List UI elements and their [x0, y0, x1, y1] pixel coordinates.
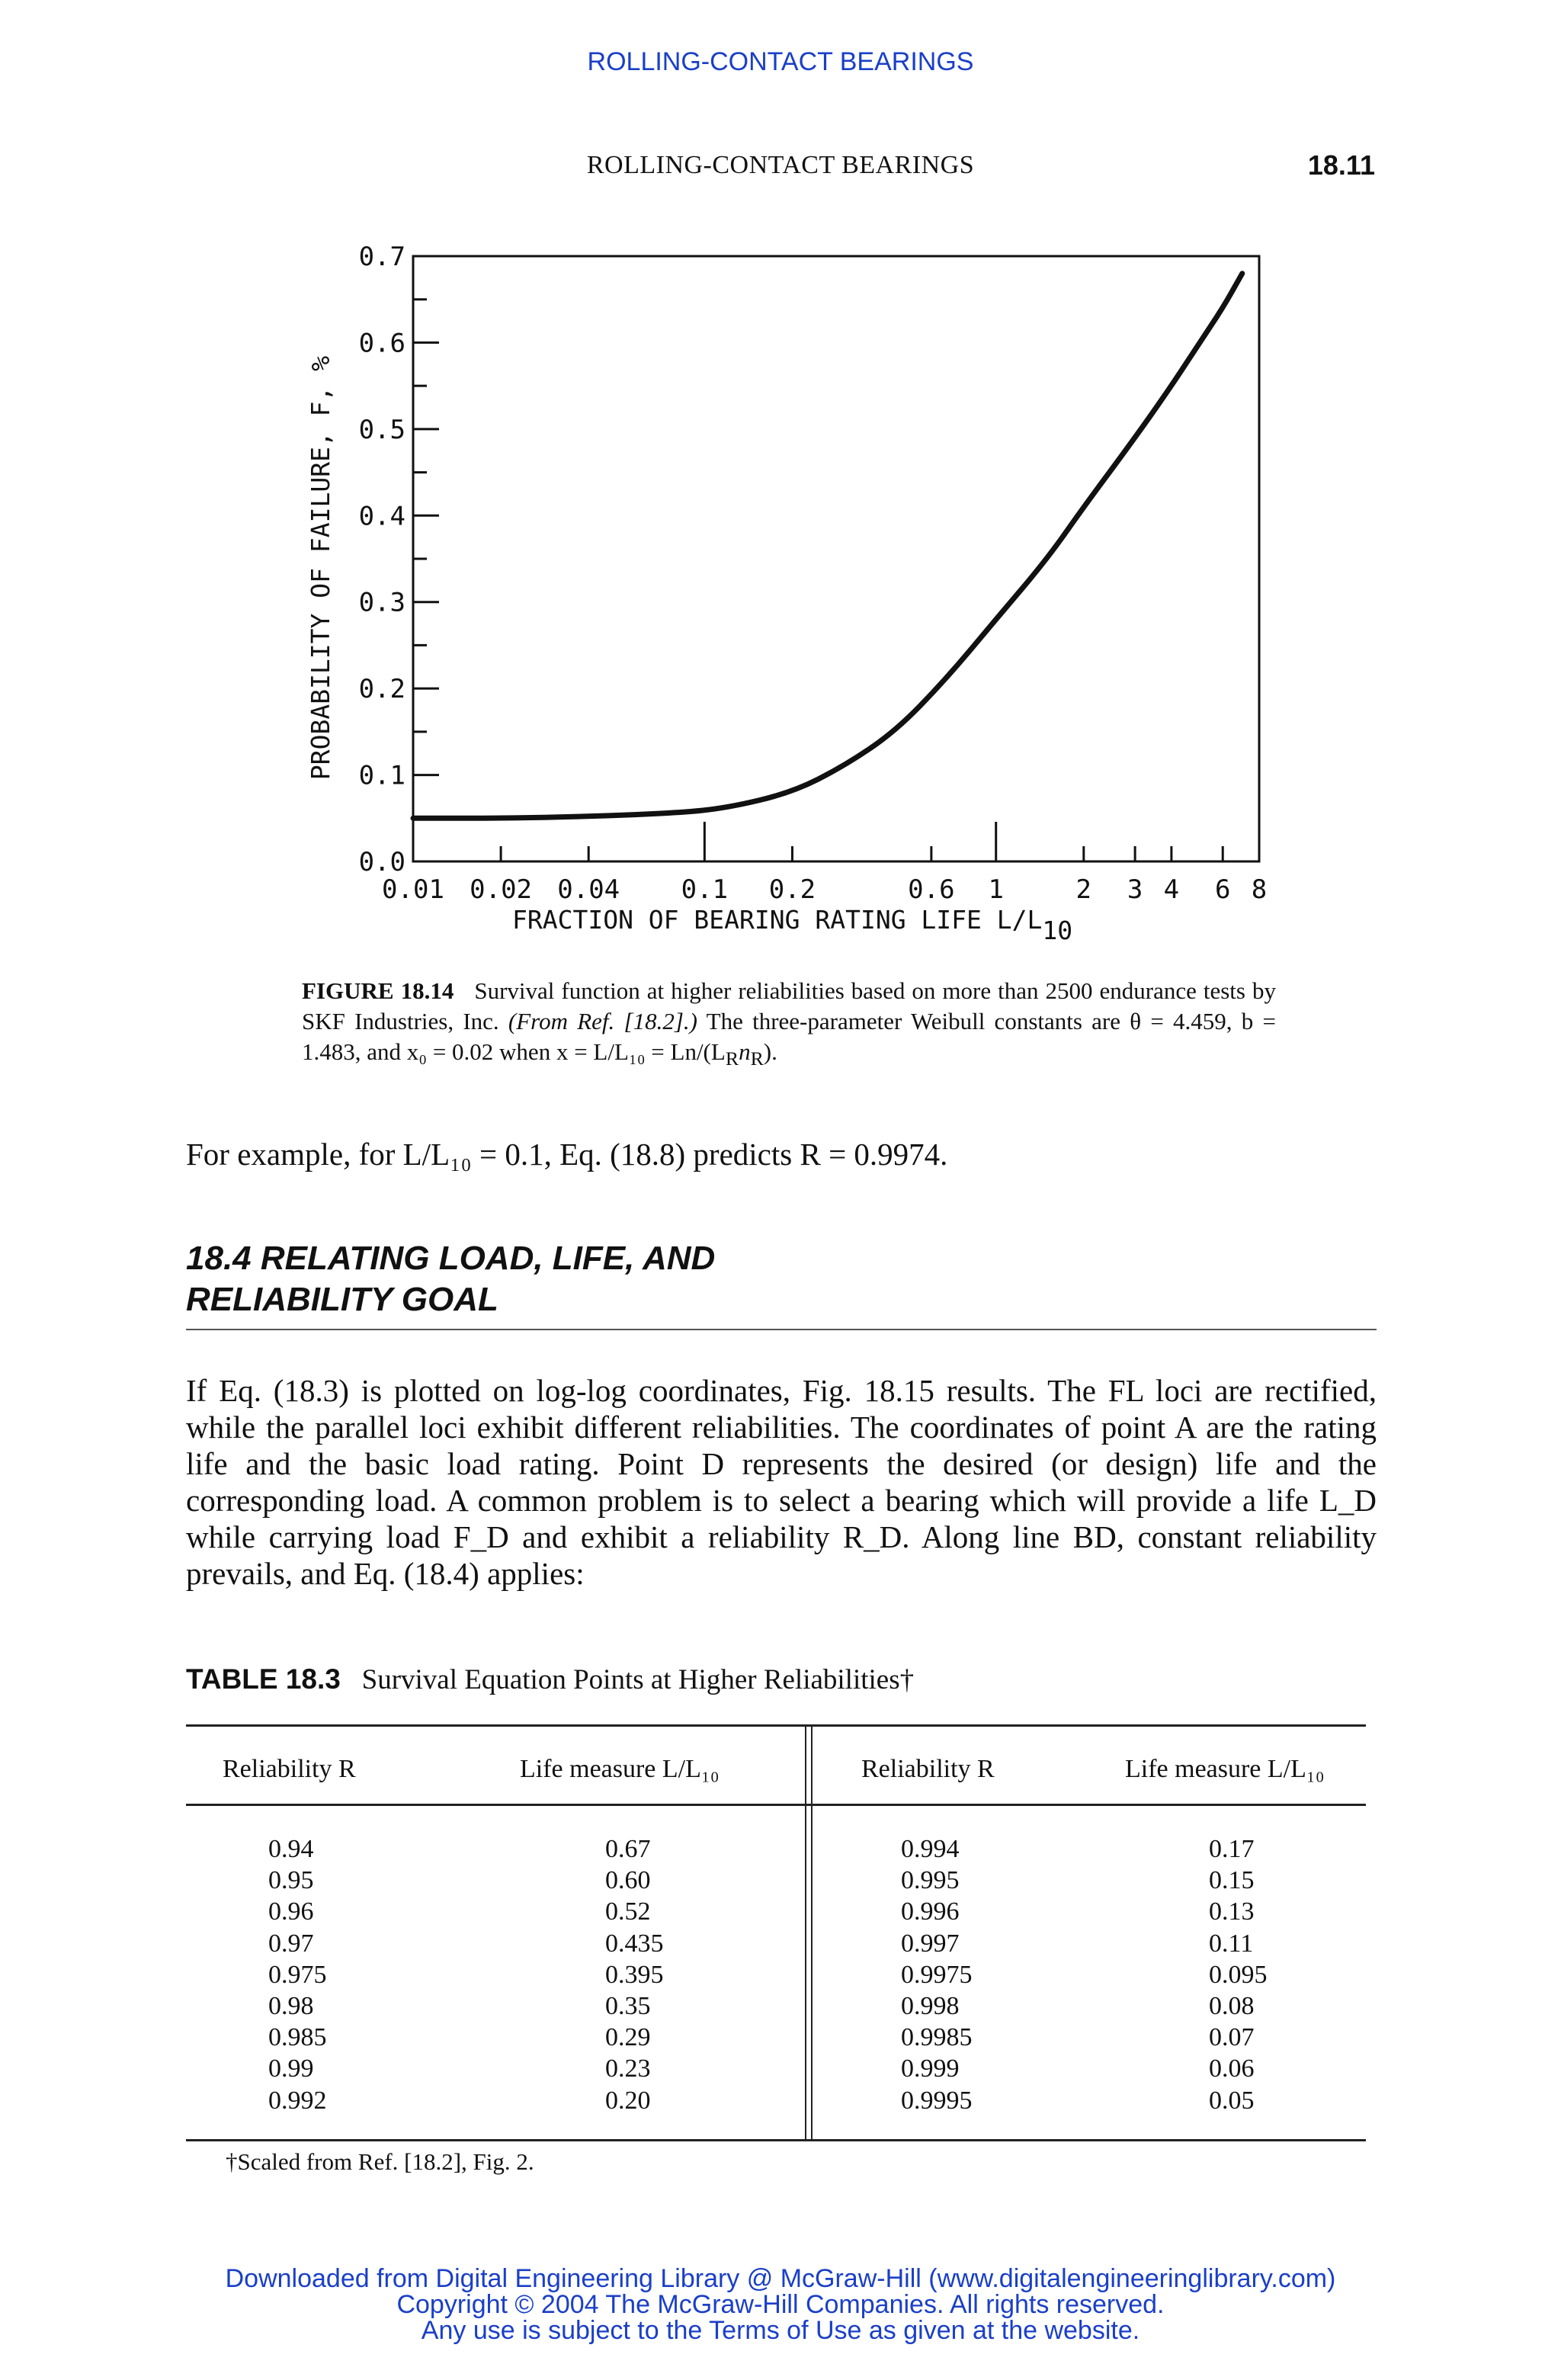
y-tick-label: 0.7: [358, 242, 405, 272]
y-tick-label: 0.3: [358, 587, 405, 618]
caption-end: ).: [763, 1038, 777, 1065]
caption-text-1: Survival function at higher reliabilities based on more than 2500 endurance tests by SKF Industries, Inc.: [302, 977, 1276, 1034]
table-cell: 0.9985: [901, 2023, 973, 2052]
table-cell: 0.08: [1209, 1991, 1255, 2020]
table-divider-left: [805, 1724, 806, 2141]
x-tick-label: 3: [1127, 874, 1143, 905]
header-reliability-1: Reliability R: [223, 1755, 356, 1783]
table-cell: 0.17: [1209, 1835, 1255, 1863]
footer-terms[interactable]: Any use is subject to the Terms of Use as given at the website.: [421, 2316, 1140, 2345]
table-cell: 0.94: [268, 1835, 314, 1863]
header-reliability-2: Reliability R: [861, 1755, 995, 1783]
footer-copyright: Copyright © 2004 The McGraw-Hill Companies. All rights reserved.: [396, 2290, 1165, 2319]
table-cell: 0.60: [605, 1866, 651, 1895]
body-paragraph: If Eq. (18.3) is plotted on log-log coordinates, Fig. 18.15 results. The FL loci are rectified, while the parallel loci exhibit different reliabilities. The coordinates of point A are the rating life and the basic load rating. Point D represents the desired (or design) life and the corresponding load. A common problem is to select a bearing which will provide a life L_D while carrying load F_D and exhibit a reliability R_D. Along line BD, constant reliability prevails, and Eq. (18.4) applies:: [186, 1373, 1377, 1591]
y-axis-ticks: [359, 242, 439, 877]
table-cell: 0.998: [901, 1991, 960, 2020]
table-header-rule: [186, 1804, 1366, 1806]
table-cell: 0.98: [268, 1991, 314, 2020]
header-life-2: Life measure L/L₁₀: [1125, 1755, 1325, 1783]
table-cell: 0.15: [1209, 1866, 1255, 1895]
x-tick-label: 0.01: [382, 874, 444, 905]
survival-curve: [413, 274, 1242, 819]
table-footnote: †Scaled from Ref. [18.2], Fig. 2.: [226, 2148, 534, 2175]
table-cell: 0.985: [268, 2023, 327, 2052]
table-cell: 0.997: [901, 1929, 960, 1958]
x-tick-label: 1: [988, 874, 1004, 905]
table-cell: 0.52: [605, 1897, 651, 1926]
caption-text-2: The three-parameter Weibull constants are θ = 4.459, b = 1.483, and x₀ = 0.02 when x = L/L₁₀ = Ln/(L: [302, 1008, 1276, 1065]
table-cell: 0.96: [268, 1897, 314, 1926]
table-cell: 0.9995: [901, 2086, 973, 2115]
x-axis-title: [512, 905, 1072, 945]
table-cell: 0.05: [1209, 2086, 1255, 2115]
column-reliability-1: [268, 1833, 327, 2116]
survival-table: [186, 1724, 1366, 2142]
y-tick-label: 0.4: [358, 501, 405, 532]
table-cell: 0.95: [268, 1866, 314, 1895]
y-tick-label: 0.1: [358, 760, 405, 791]
table-cell: 0.06: [1209, 2054, 1255, 2083]
table-cell: 0.29: [605, 2023, 651, 2052]
table-cell: 0.99: [268, 2054, 314, 2083]
section-heading-line-2: RELIABILITY GOAL: [186, 1281, 498, 1318]
table-cell: 0.97: [268, 1929, 314, 1958]
x-axis-title-sub: 10: [1042, 916, 1073, 945]
table-cell: 0.992: [268, 2086, 327, 2115]
table-cell: 0.07: [1209, 2023, 1255, 2052]
table-caption: Survival Equation Points at Higher Reliabilities†: [361, 1664, 915, 1695]
example-sentence: For example, for L/L₁₀ = 0.1, Eq. (18.8) predicts R = 0.9974.: [186, 1137, 948, 1172]
column-reliability-2: [901, 1833, 973, 2116]
y-tick-label: 0.0: [358, 847, 405, 877]
header-life-1: Life measure L/L₁₀: [520, 1755, 720, 1783]
table-divider-right: [811, 1724, 813, 2141]
column-life-1: [605, 1833, 664, 2116]
table-cell: 0.13: [1209, 1897, 1255, 1926]
y-tick-label: 0.2: [358, 674, 405, 705]
figure-caption: [302, 976, 1276, 1074]
page-number: 18.11: [1307, 149, 1375, 181]
footer-download-link[interactable]: Downloaded from Digital Engineering Library @ McGraw-Hill (www.digitalengineeringlibrary.com): [225, 2264, 1336, 2293]
table-cell: 0.995: [901, 1866, 960, 1895]
x-tick-label: 0.1: [681, 874, 729, 905]
caption-n: n: [739, 1038, 751, 1065]
caption-sub-r2: R: [750, 1047, 764, 1070]
table-cell: 0.23: [605, 2054, 651, 2083]
table-title: [186, 1663, 914, 1696]
caption-sub-r: R: [725, 1047, 739, 1070]
table-bottom-rule: [186, 2139, 1366, 2141]
x-tick-label: 0.04: [557, 874, 620, 905]
table-cell: 0.67: [605, 1835, 651, 1863]
section-rule: [186, 1329, 1377, 1330]
table-cell: 0.35: [605, 1991, 651, 2020]
table-cell: 0.395: [605, 1960, 664, 1989]
table-cell: 0.999: [901, 2054, 960, 2083]
table-cell: 0.9975: [901, 1960, 973, 1989]
section-heading-line-1: 18.4 RELATING LOAD, LIFE, AND: [186, 1240, 716, 1277]
survival-function-chart: [290, 229, 1296, 961]
table-cell: 0.435: [605, 1929, 664, 1958]
running-head: ROLLING-CONTACT BEARINGS: [586, 151, 975, 179]
y-tick-label: 0.6: [358, 328, 405, 359]
x-tick-label: 6: [1214, 874, 1231, 905]
y-tick-label: 0.5: [358, 414, 405, 445]
table-cell: 0.994: [901, 1835, 960, 1863]
table-label: TABLE 18.3: [186, 1663, 341, 1695]
x-tick-label: 4: [1163, 874, 1180, 905]
caption-reference: (From Ref. [18.2].): [508, 1008, 697, 1034]
x-tick-label: 2: [1075, 874, 1092, 905]
table-cell: 0.095: [1209, 1960, 1268, 1989]
source-banner[interactable]: ROLLING-CONTACT BEARINGS: [587, 47, 974, 76]
x-axis-title-main: FRACTION OF BEARING RATING LIFE L/L: [512, 905, 1043, 935]
x-tick-label: 0.2: [768, 874, 816, 905]
x-axis-ticks: [382, 822, 1267, 905]
table-top-rule: [186, 1724, 1366, 1727]
table-cell: 0.11: [1209, 1929, 1254, 1958]
table-cell: 0.20: [605, 2086, 651, 2115]
section-heading: [186, 1238, 1101, 1320]
table-cell: 0.996: [901, 1897, 960, 1926]
table-cell: 0.975: [268, 1960, 327, 1989]
figure-label: FIGURE 18.14: [302, 977, 454, 1004]
y-axis-title: PROBABILITY OF FAILURE, F, %: [306, 355, 335, 781]
x-tick-label: 0.6: [908, 874, 955, 905]
column-life-2: [1209, 1833, 1268, 2116]
x-tick-label: 0.02: [470, 874, 533, 905]
x-tick-label: 8: [1251, 874, 1268, 905]
